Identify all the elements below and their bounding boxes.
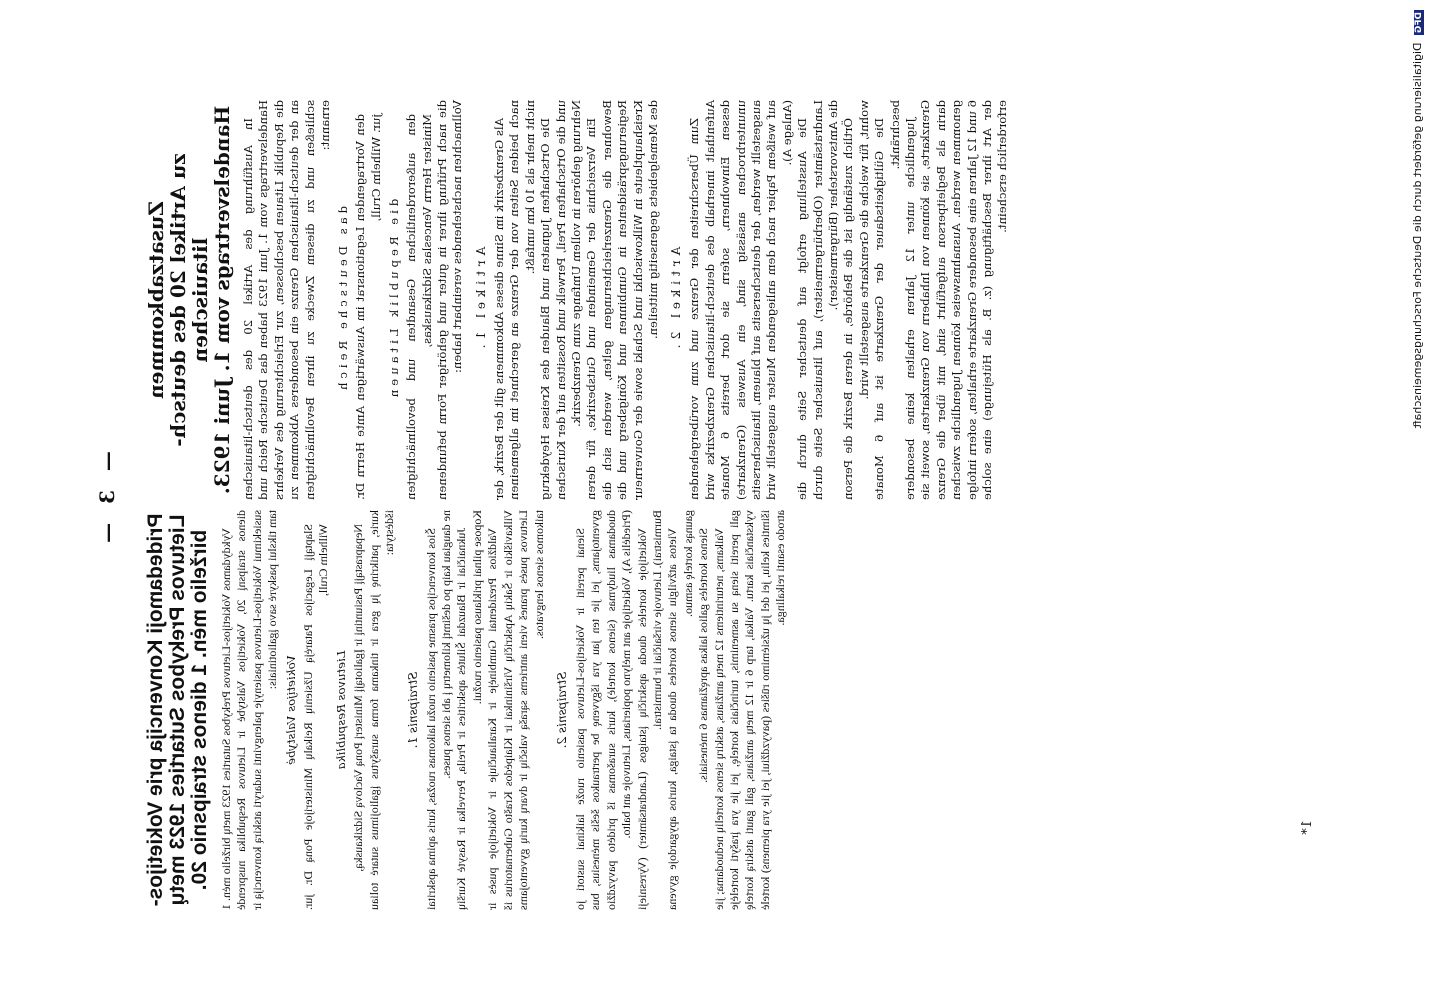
german-title-line: zu Artikel 20 des deutsch-litauischen <box>166 153 212 447</box>
lithuanian-article-1-heading: Straipsnis 1. <box>405 671 420 749</box>
german-article-1-paragraph: Ein Verzeichnis der Gemeinden und Gutsbezirke, für deren Bewohner die Grenzerleichterungen gelten, werden sich die Regierungspräsidenten in Gumbinnen und Königsberg und die Kreishauptleute in Wilkowischki und Schaki sowie der Gouverneur des Memelgebiets gegenseitig mitteilen. <box>584 100 660 500</box>
german-article-1-paragraph: Als Grenzbezirk im Sinne dieses Abkommens gilt der Bezirk, der nach beiden Seiten von der Grenze an gerechnet im allgemeinen nicht mehr als 10 km umfaßt. <box>491 100 537 500</box>
lithuanian-title-line: Pridedamoji Konvencija prie Vokietijos- <box>144 513 167 907</box>
lithuanian-after-parties: kurie, patikrinę jų gera ir tinkama forma surašytus įgaliojimus sutarė toliau išdėstyta: <box>366 510 397 910</box>
german-party-1: das Deutsche Reich <box>336 206 351 394</box>
german-article-2-paragraph: Die Gültigkeitsdauer der Grenzkarte ist auf 6 Monate beschränkt. <box>872 100 902 500</box>
lithuanian-article-2-paragraph: Vaikams, neturintiems 12 metų amžiaus, atskirų sienos kortelių neduodama; jie gali pereiti sieną su asmenimis, turinčiais kortelę, jei jie yra įrašyti kortelėje vykstančiais kartu. Vaikai, tarp 6 ir 12 metų amžiaus, gali gauti atskirą kortelę išimties keliu, jei del jų užsiėmimo rūšies (pavyzdžiui, jei jie yra piemens) kortelė atrodo esanti reikalinga. <box>711 510 788 910</box>
german-representative-2: den außerordentlichen Gesandten und bevollmächtigten Minister Herrn Venceslas Sidzikauskas, <box>404 114 434 500</box>
german-title-line: Zusatzabkommen <box>144 201 168 399</box>
page-number: — 3 — <box>95 451 119 549</box>
lithuanian-article-2-heading: Straipsnis 2. <box>554 671 569 749</box>
lithuanian-article-1-paragraph: Juknaičiai ir Blauzdai Šilutės apskrities ir Preila, Pervelka ir Rasytė Kuršių Kopose pilnai priklauso pasienio ruožui. <box>454 510 484 910</box>
lithuanian-title <box>145 510 211 910</box>
dfg-logo: DFG <box>1414 12 1424 34</box>
lithuanian-article-2-paragraph: Sienai pereiti ir Vokietijos-Lietuvos pasienio ruože laikinai sustoti jo gyventojams, jei jie ten jau yra išgyvenę be pertraukos šešis mėnesius, bus duodamas liudymas (sienos kortelė), kuris surašomas iš pridėto pavyzdžio (Priedėlis A), Vokietijoje ant mėlyno popieriaus, Lietuvoje ant balto. <box>572 510 634 910</box>
german-article-2-paragraph: Zum Überschreiten der Grenze und zum vorübergehenden Aufenthalt innerhalb des deutsch-litauischen Grenzbezirks wird dessen Einwohnern, sofern sie dort bereits 6 Monate ununterbrochen ansässig sind, ein Ausweis (Grenzkarte) ausgestellt werden, der deutscherseits auf blauem, litauischerseits auf weißem Papier nach dem anliegenden Muster ausgestellt wird (Anlage A). <box>687 100 794 500</box>
lithuanian-party-2: Lietuvos Respublika <box>334 650 349 770</box>
lithuanian-article-2-paragraph: Vietos atžvilgiu sienos korteles duoda ta įstaiga, kurios apygardoje gyvena gaunąs kortelę asmuo. <box>665 510 695 910</box>
german-intro: In Ausführung des Artikel 20 des deutsch-litauischen Handelsvertrags vom 1. Juni 1923 haben das Deutsche Reich und die Republik Litauen beschlossen, zur Erleichterung des Verkehrs an der deutsch-litauischen Grenze ein besonderes Abkommen zu schließen und zu diesem Zwecke zu ihren Bevollmächtigten ernannt: <box>241 100 333 500</box>
footer-text: Digitalisierung gefördert durch die Deutsche Forschungsgemeinschaft <box>1411 42 1424 429</box>
german-after-parties: die nach Prüfung ihrer in guter und gehöriger Form befundenen Vollmachten nachstehendes vereinbart haben: <box>435 100 465 500</box>
german-article-1-heading: Artikel 1. <box>473 246 488 354</box>
german-article-2-heading: Artikel 2. <box>669 246 684 354</box>
lithuanian-column <box>145 510 805 910</box>
digitization-footer <box>1411 10 1424 990</box>
german-article-2-paragraph: Jugendliche unter 12 Jahren erhalten keine besondere Grenzkarte, sie können von Inhabern von Grenzkarten, soweit sie darin als Begleitperson aufgeführt sind, mit über die Grenze genommen werden. Ausnahmsweise können Jugendliche zwischen 6 und 12 Jahren eine besondere Grenzkarte erhalten, sofern infolge der Art ihrer Beschäftigung (z. B. als Hütejunge) eine solche erforderlich erscheint. <box>903 100 1010 500</box>
signature-mark: 1* <box>1300 820 1315 835</box>
german-title-line: Handelsvertrags vom 1. Juni 1923. <box>210 105 234 495</box>
lithuanian-party-1: Vokietijos Valstybė <box>283 655 298 765</box>
lithuanian-article-2-paragraph: Sienos kortelės galios laikas apręžiamas 6 mėnesiais. <box>696 528 711 783</box>
lithuanian-representative-2: Nepaprastąjį Pasiuntinį ir Įgaliotąjį Ministerį Poną Vaclovą Sidzikauską, <box>351 524 366 872</box>
lithuanian-representative-1: Slaptąjį Legacijos Patarėją Užsienių Reikalų Ministerijoje Poną Dr. jur. Wilhelm Crull, <box>300 524 331 910</box>
german-article-2-paragraph: Örtlich zuständig ist die Behörde, in deren Bezirk die Person wohnt, für welche die Grenzkarte ausgestellt wird. <box>841 100 871 500</box>
german-title <box>145 100 233 500</box>
german-representative-1: den Vortragenden Legationsrat im Auswärtigen Amte Herrn Dr. jur. Wilhelm Crull, <box>353 114 383 500</box>
german-party-2: die Republik Litauen <box>387 198 402 402</box>
german-column <box>144 100 1010 500</box>
german-article-2-paragraph: Die Ausstellung erfolgt auf deutscher Seite durch die Landratsämter (Oberbürgermeister), auf litauischer Seite durch die Amtsvorsteher (Bürgermeister). <box>795 100 840 500</box>
lithuanian-article-1-paragraph: Šios konvencijos prasme pasienio ruožu laikomas ruožas, kuris apima apskritai ne daugiau kaip po dešimtį kilometrų į abi sienos puses. <box>423 510 454 910</box>
lithuanian-title-line: Lietuvos Prekybos Sutarties 1923 metų <box>166 514 189 906</box>
lithuanian-title-line: birželio mėn. 1 dienos straipsnio 20. <box>188 529 211 891</box>
german-article-1-paragraph: Die Ortschaften Jugnaten und Blauden des Kreises Heydekrug und die Ortschaften Preil, Perwelk und Rossitten auf der Kurischen Nehrung gehören in vollem Umfange zum Grenzbezirk. <box>538 100 583 500</box>
lithuanian-article-1-paragraph: Valdžios Prezidentai Gumbinėje ir Karaliaučiuje ir Vokietijoje pusės ir Vilkaviškio ir Šakių Apskričių Viršininkai ir Klaipėdos Krašto Gubernatorius iš Lietuvos pusės praneš vieni antriems sąrašą valsčių ir dvarų kurių gyventojams taikomos sienos lengvatos. <box>485 510 546 910</box>
lithuanian-article-2-paragraph: Vokietijoje kortelės duoda apskričių įstaigos (Landratsämter) (Vyresnieji Burmistrai). Lietuvoje viršaičiai ir burmistrai. <box>634 510 664 910</box>
lithuanian-intro: Vykdydamos Vokietijos-Lietuvos Prekybos Sutarties 1923 metų birželio mėn. 1 dienos straipsnį 20, Vokietijos Valstybė ir Lietuvos Respublika nusprendė susiekimui Vokietijos-Lietuvos pasienyje palengvinti sudaryti atskirą konvenciją ir tam tikslui paskyrė savo įgaliotiniais: <box>219 510 280 910</box>
